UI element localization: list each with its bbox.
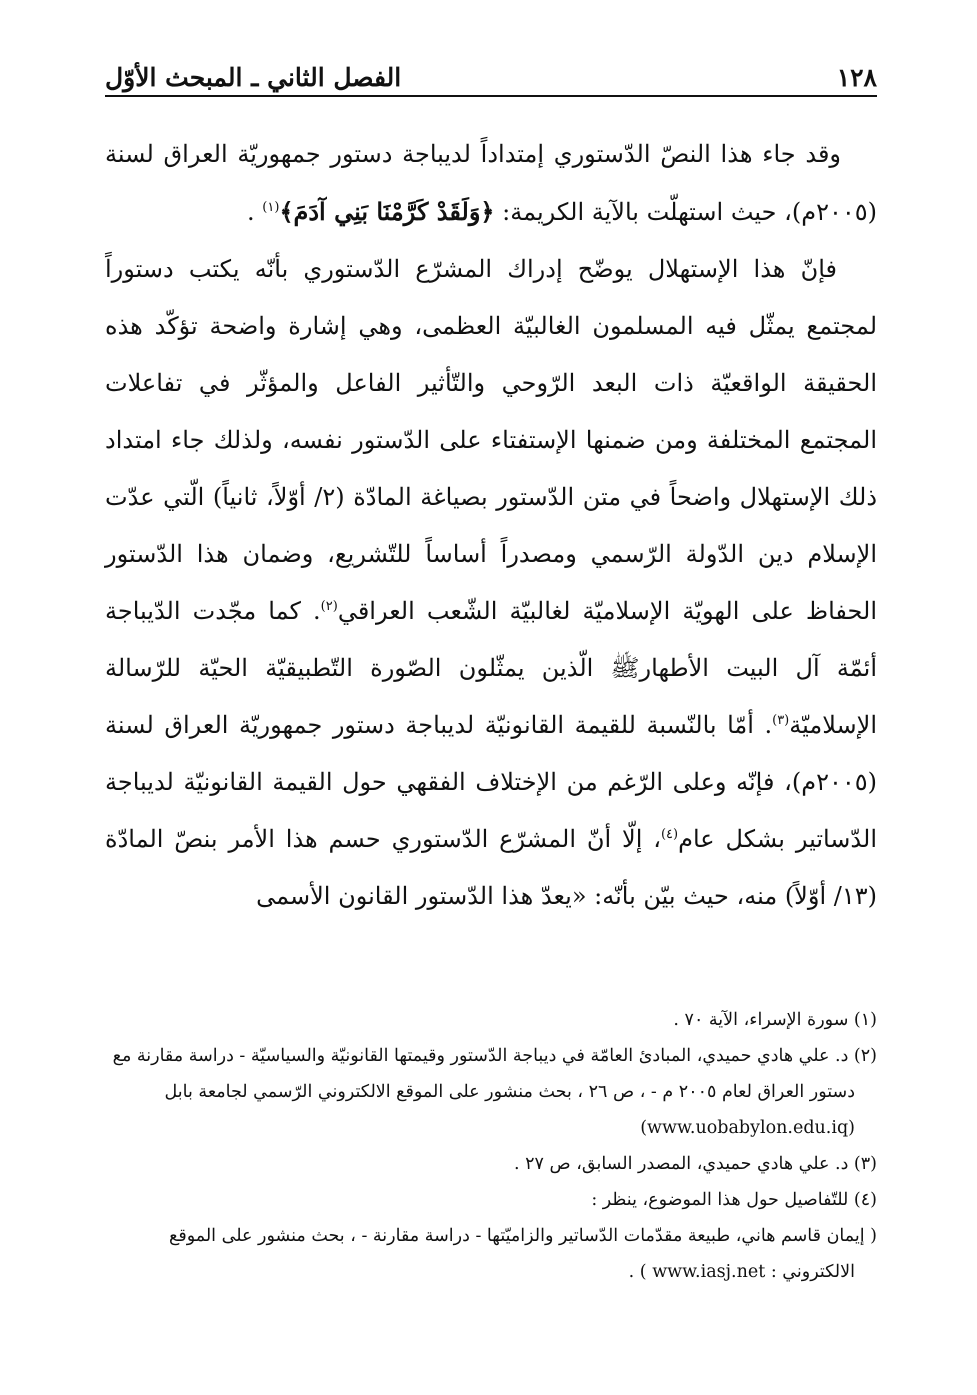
quran-verse: ﴿وَلَقَدْ كَرَّمْنَا بَنِي آدَمَ﴾ [279,197,495,226]
page-header [105,48,877,92]
chapter-title: الفصل الثاني ـ المبحث الأوّل [105,63,402,92]
footnote-ref-4[interactable]: (٤) [660,827,679,842]
footnote-2-line-2: دستور العراق لعام ٢٠٠٥ م - ، ص ٢٦ ، بحث منشور على الموقع الالكتروني الرّسمي لجامعة بابل [164,1082,855,1102]
footnote-2-line-1: (٢) د. علي هادي حميدي، المبادئ العامّة في ديباجة الدّستور وقيمتها القانونيّة والسياسيّة - دراسة مقارنة مع [112,1046,877,1066]
footnote-3: (٣) د. علي هادي حميدي، المصدر السابق، ص ٢٧ . [513,1154,877,1174]
footnotes-section [105,1002,877,1290]
page-number: ١٢٨ [836,63,877,92]
footnote-ref-3[interactable]: (٣) [772,713,790,728]
footnote-1: (١) سورة الإسراء، الآية ٧٠ . [673,1010,877,1030]
footnote-ref-2[interactable]: (٢) [320,599,338,614]
paragraph-2: فإنّ هذا الإستهلال يوضّح إدراك المشرّع الدّستوري بأنّه يكتب دستوراً لمجتمع يمثّل فيه المسلمون الغالبيّة العظمى، وهي إشارة واضحة تؤكّد هذه الحقيقة الواقعيّة ذات البعد الرّوحي والتّأثير الفاعل والمؤثّر في تفاعلات المجتمع المختلفة ومن ضمنها الإستفتاء على الدّستور نفسه، ولذلك جاء امتداد ذلك الإستهلال واضحاً في متن الدّستور بصياغة المادّة (٢/ أوّلاً، ثانياً) الّتي عدّت الإسلام دين الدّولة الرّسمي ومصدراً أساساً للتّشريع، وضمان هذا الدّستور الحفاظ على الهويّة الإسلاميّة لغالبيّة الشّعب العراقي$^{(٢)}$. كما مجّدت الدّيباجة أئمّة آل البيت الأطهارﷺ الّذين يمثّلون الصّورة التّطبيقيّة الحيّة للرّسالة الإسلاميّة$^{(٣)}$. أمّا بالنّسبة للقيمة القانونيّة لديباجة دستور جمهوريّة العراق لسنة (٢٠٠٥م)، فإنّه وعلى الرّغم من الإختلاف الفقهي حول القيمة القانونيّة لديباجة الدّساتير بشكل عام$^{(٤)}$، إلّا أنّ المشرّع الدّستوري حسم هذا الأمر بنصّ المادّة (١٣/ أوّلاً) منه، حيث بيّن بأنّه: «يعدّ هذا الدّستور القانون الأسمى [105,255,878,910]
header-divider [105,95,877,97]
main-text [105,126,877,925]
uobabylon-link[interactable]: (www.uobabylon.edu.iq) [640,1118,855,1138]
footnote-4-line-2: ( إيمان قاسم هاني، طبيعة مقدّمات الدّساتير والزاميّتها - دراسة مقارنة - ، بحث منشور على الموقع [169,1226,877,1246]
footnote-4-line-3: الالكتروني : www.iasj.net ) . [628,1262,855,1282]
iasj-link[interactable]: www.iasj.net [652,1262,766,1282]
footnote-2-url [105,1110,877,1146]
footnote-ref-1[interactable]: (١) [262,200,280,215]
paragraph-1: وقد جاء هذا النصّ الدّستوري إمتداداً لديباجة دستور جمهوريّة العراق لسنة (٢٠٠٥م)، حيث استهلّت بالآية الكريمة: ﴿وَلَقَدْ كَرَّمْنَا بَنِي آدَمَ﴾$^{(١)}$ . [105,140,877,226]
footnote-4-line-1: (٤) للتّفاصيل حول هذا الموضوع، ينظر : [591,1190,877,1210]
